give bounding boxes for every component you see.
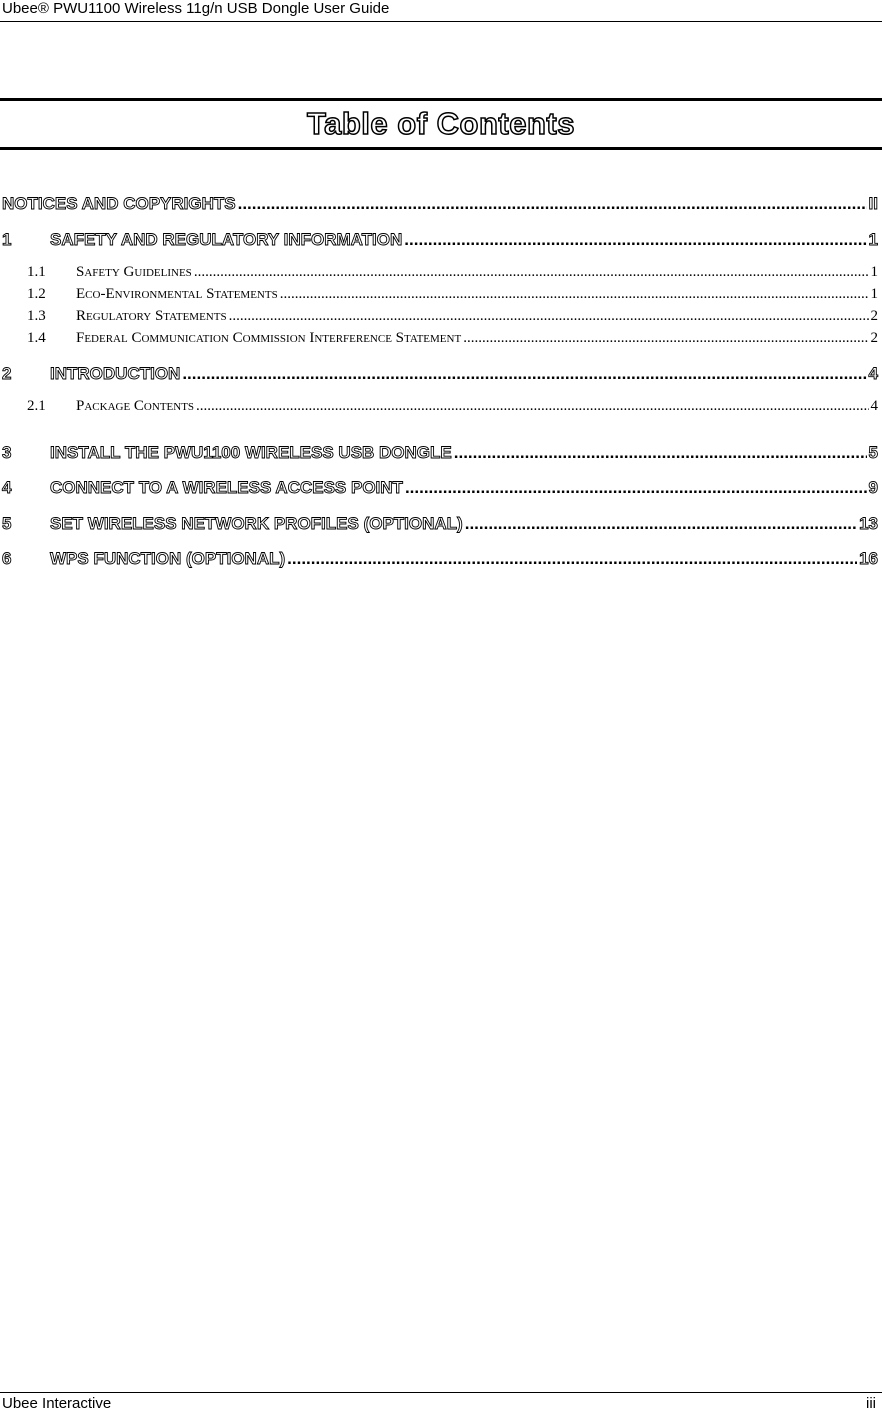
toc-entry-page: 4 <box>868 364 878 383</box>
footer-page-number: iii <box>866 1395 876 1412</box>
toc-leader-dots <box>280 285 869 303</box>
toc-leader-dots <box>194 263 869 281</box>
toc-entry-number: 2 <box>2 364 12 383</box>
toc-entry-1-1[interactable] <box>27 263 878 281</box>
toc-leader-dots <box>405 477 867 499</box>
toc-entry-text: WPS FUNCTION (OPTIONAL) <box>50 549 286 568</box>
toc-entry-page: 1 <box>868 230 878 249</box>
toc-leader-dots <box>196 397 868 415</box>
toc-entry-number: 5 <box>2 514 12 533</box>
toc-leader-dots <box>465 513 857 535</box>
toc-entry-page: 4 <box>870 398 878 414</box>
toc-entry-number: 1.2 <box>27 286 46 302</box>
toc-entry-page: 1 <box>870 286 878 302</box>
toc-entry-page: 5 <box>868 443 878 462</box>
document-title: Ubee® PWU1100 Wireless 11g/n USB Dongle User Guide <box>2 0 390 17</box>
toc-entry-page: II <box>868 194 878 213</box>
toc-entry-number: 1 <box>2 230 12 249</box>
toc-leader-dots <box>454 442 867 464</box>
toc-entry-text: SET WIRELESS NETWORK PROFILES (OPTIONAL) <box>50 514 463 533</box>
toc-entry-number: 2.1 <box>27 398 46 414</box>
toc-entry-text: Regulatory Statements <box>76 308 227 324</box>
page-footer <box>0 1392 882 1412</box>
toc-entry-number: 1.4 <box>27 330 46 346</box>
toc-entry-text: SAFETY AND REGULATORY INFORMATION <box>50 230 403 249</box>
toc-entry-4[interactable] <box>2 477 878 499</box>
toc-entry-text: CONNECT TO A WIRELESS ACCESS POINT <box>50 478 403 497</box>
toc-entry-text: Safety Guidelines <box>76 264 192 280</box>
toc-entry-text: Eco-Environmental Statements <box>76 286 278 302</box>
toc-leader-dots <box>238 193 867 215</box>
footer-company: Ubee Interactive <box>2 1395 112 1412</box>
toc-entry-text: NOTICES AND COPYRIGHTS <box>2 194 236 213</box>
toc-entry-6[interactable] <box>2 548 878 570</box>
toc-leader-dots <box>182 363 866 385</box>
toc-entry-number: 1.1 <box>27 264 46 280</box>
toc-entry-5[interactable] <box>2 513 878 535</box>
toc-entry-text: Federal Communication Commission Interference Statement <box>76 330 462 346</box>
toc-entry-2-1[interactable] <box>27 397 878 415</box>
toc-entry-notices[interactable] <box>2 193 878 215</box>
toc-entry-number: 6 <box>2 549 12 568</box>
toc-entry-1-4[interactable] <box>27 329 878 347</box>
toc-entry-3[interactable] <box>2 442 878 464</box>
toc-title-block <box>0 98 882 150</box>
toc-leader-dots <box>463 329 868 347</box>
toc-leader-dots <box>404 229 866 251</box>
toc-entry-text: Package Contents <box>76 398 195 414</box>
toc-entry-page: 2 <box>870 308 878 324</box>
toc-entry-1-2[interactable] <box>27 285 878 303</box>
toc-leader-dots <box>229 307 869 325</box>
toc-entry-page: 13 <box>859 514 878 533</box>
toc-entry-number: 1.3 <box>27 308 46 324</box>
toc-leader-dots <box>287 548 857 570</box>
toc-entry-page: 1 <box>870 264 878 280</box>
toc-heading: Table of Contents <box>307 106 575 141</box>
toc-entry-2[interactable] <box>2 363 878 385</box>
toc-entry-text: INSTALL THE PWU1100 WIRELESS USB DONGLE <box>50 443 452 462</box>
toc-entry-number: 4 <box>2 478 12 497</box>
toc-entry-1-3[interactable] <box>27 307 878 325</box>
toc-entry-page: 9 <box>868 478 878 497</box>
toc-entry-1[interactable] <box>2 229 878 251</box>
toc-entry-page: 2 <box>870 330 878 346</box>
page-header <box>0 0 882 22</box>
toc-entry-page: 16 <box>859 549 878 568</box>
toc-entry-text: INTRODUCTION <box>50 364 181 383</box>
toc-entry-number: 3 <box>2 443 12 462</box>
